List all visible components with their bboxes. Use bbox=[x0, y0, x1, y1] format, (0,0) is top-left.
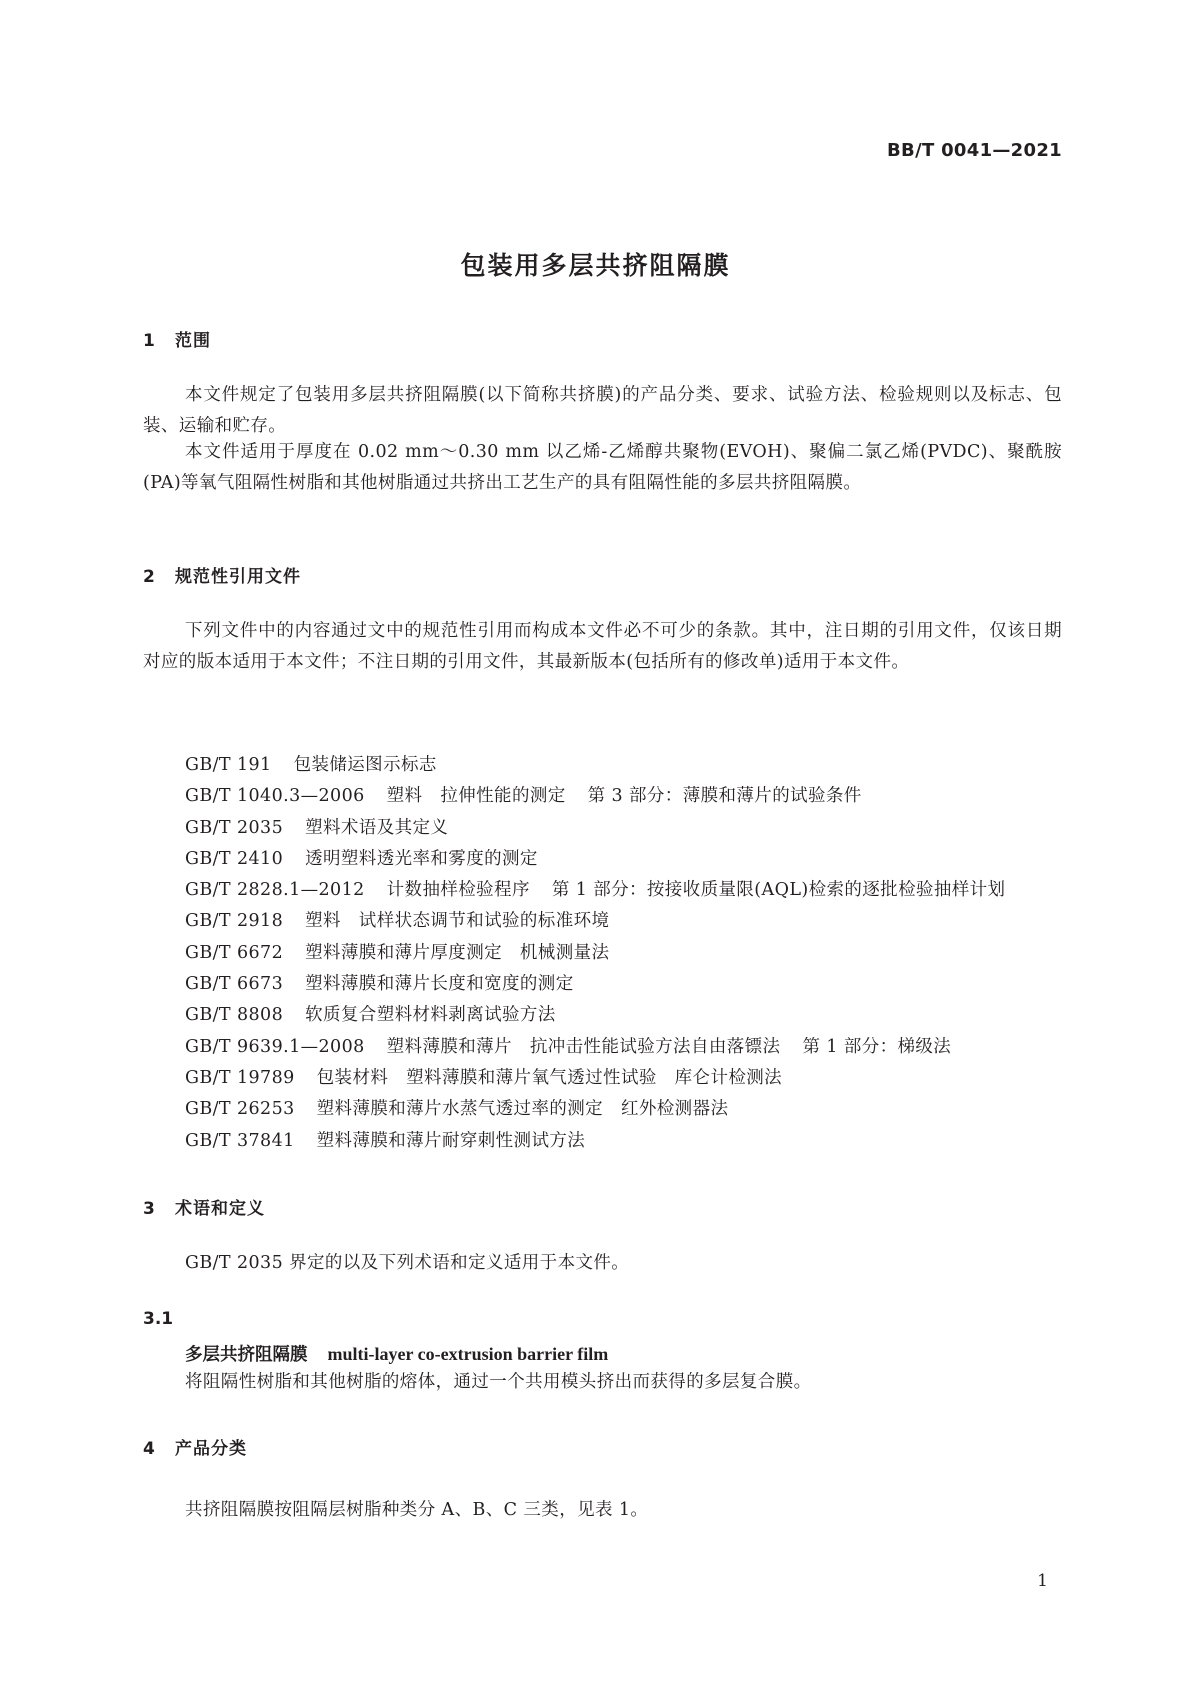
section-3-heading bbox=[143, 1194, 265, 1219]
reference-name: 塑料 拉伸性能的测定 bbox=[386, 786, 566, 807]
classification-paragraph: 共挤阻隔膜按阻隔层树脂种类分 A、B、C 三类，见表 1。 bbox=[185, 1500, 649, 1520]
reference-code: GB/T 1040.3—2006 bbox=[185, 786, 365, 807]
reference-item bbox=[143, 1032, 1062, 1063]
reference-name: 软质复合塑料材料剥离试验方法 bbox=[305, 1005, 556, 1026]
reference-code: GB/T 2410 bbox=[185, 848, 284, 869]
term-number: 3.1 bbox=[143, 1309, 174, 1329]
reference-item bbox=[143, 969, 1062, 1000]
reference-code: GB/T 2035 bbox=[185, 817, 284, 838]
reference-code: GB/T 6673 bbox=[185, 974, 284, 995]
section-title: 范围 bbox=[175, 331, 211, 351]
section-1-heading bbox=[143, 326, 211, 351]
reference-item bbox=[143, 1126, 1062, 1157]
reference-code: GB/T 9639.1—2008 bbox=[185, 1036, 365, 1057]
reference-name: 塑料 试样状态调节和试验的标准环境 bbox=[305, 911, 610, 932]
scope-paragraph-1: 本文件规定了包装用多层共挤阻隔膜(以下简称共挤膜)的产品分类、要求、试验方法、检验规则以及标志、包装、运输和贮存。 bbox=[143, 385, 1062, 436]
scope-paragraph-2: 本文件适用于厚度在 0.02 mm～0.30 mm 以乙烯-乙烯醇共聚物(EVOH)、聚偏二氯乙烯(PVDC)、聚酰胺(PA)等氧气阻隔性树脂和其他树脂通过共挤出工艺生产的具有阻隔性能的多层共挤阻隔膜。 bbox=[143, 442, 1062, 493]
section-4-heading bbox=[143, 1434, 247, 1459]
section-title: 产品分类 bbox=[175, 1439, 247, 1459]
document-title: 包装用多层共挤阻隔膜 bbox=[460, 251, 731, 280]
reference-code: GB/T 37841 bbox=[185, 1130, 295, 1151]
reference-code: GB/T 26253 bbox=[185, 1099, 295, 1120]
reference-part: 第 1 部分：梯级法 bbox=[802, 1036, 952, 1057]
reference-name: 透明塑料透光率和雾度的测定 bbox=[305, 848, 538, 869]
reference-name: 塑料薄膜和薄片水蒸气透过率的测定 红外检测器法 bbox=[316, 1099, 729, 1120]
section-title: 规范性引用文件 bbox=[175, 567, 301, 587]
reference-item bbox=[143, 750, 1062, 781]
references-intro: 下列文件中的内容通过文中的规范性引用而构成本文件必不可少的条款。其中，注日期的引用文件，仅该日期对应的版本适用于本文件；不注日期的引用文件，其最新版本(包括所有的修改单)适用于本文件。 bbox=[143, 621, 1062, 672]
section-number: 4 bbox=[143, 1439, 156, 1459]
reference-list bbox=[143, 750, 1062, 1157]
page-number: 1 bbox=[1037, 1571, 1048, 1591]
reference-part: 第 1 部分：按接收质量限(AQL)检索的逐批检验抽样计划 bbox=[551, 880, 1006, 901]
reference-name: 塑料术语及其定义 bbox=[305, 817, 449, 838]
standard-code: BB/T 0041—2021 bbox=[887, 140, 1062, 161]
reference-item bbox=[143, 844, 1062, 875]
reference-item bbox=[143, 1094, 1062, 1125]
reference-code: GB/T 6672 bbox=[185, 942, 284, 963]
reference-item bbox=[143, 1000, 1062, 1031]
reference-name: 塑料薄膜和薄片耐穿刺性测试方法 bbox=[316, 1130, 586, 1151]
reference-name: 塑料薄膜和薄片 抗冲击性能试验方法自由落镖法 bbox=[386, 1036, 781, 1057]
reference-code: GB/T 2918 bbox=[185, 911, 284, 932]
reference-code: GB/T 191 bbox=[185, 755, 272, 775]
reference-name: 塑料薄膜和薄片厚度测定 机械测量法 bbox=[305, 942, 610, 963]
term-english: multi-layer co-extrusion barrier film bbox=[327, 1344, 609, 1364]
section-title: 术语和定义 bbox=[175, 1199, 265, 1219]
reference-code: GB/T 19789 bbox=[185, 1067, 295, 1088]
reference-code: GB/T 2828.1—2012 bbox=[185, 880, 365, 901]
term-chinese: 多层共挤阻隔膜 bbox=[185, 1345, 308, 1365]
term-entry bbox=[185, 1341, 608, 1366]
reference-name: 包装储运图示标志 bbox=[293, 755, 437, 775]
section-number: 1 bbox=[143, 331, 156, 351]
reference-item bbox=[143, 906, 1062, 937]
reference-item bbox=[143, 938, 1062, 969]
reference-name: 塑料薄膜和薄片长度和宽度的测定 bbox=[305, 974, 574, 995]
reference-item bbox=[143, 875, 1062, 906]
reference-part: 第 3 部分：薄膜和薄片的试验条件 bbox=[587, 786, 862, 807]
reference-item bbox=[143, 781, 1062, 812]
reference-name: 计数抽样检验程序 bbox=[386, 880, 530, 901]
reference-name: 包装材料 塑料薄膜和薄片氧气透过性试验 库仑计检测法 bbox=[316, 1067, 783, 1088]
section-number: 3 bbox=[143, 1199, 156, 1219]
reference-item bbox=[143, 1063, 1062, 1094]
term-definition: 将阻隔性树脂和其他树脂的熔体，通过一个共用模头挤出而获得的多层复合膜。 bbox=[185, 1372, 812, 1392]
reference-code: GB/T 8808 bbox=[185, 1005, 284, 1026]
section-2-heading bbox=[143, 562, 301, 587]
reference-item bbox=[143, 813, 1062, 844]
terms-intro: GB/T 2035 界定的以及下列术语和定义适用于本文件。 bbox=[185, 1253, 630, 1273]
section-number: 2 bbox=[143, 567, 156, 587]
